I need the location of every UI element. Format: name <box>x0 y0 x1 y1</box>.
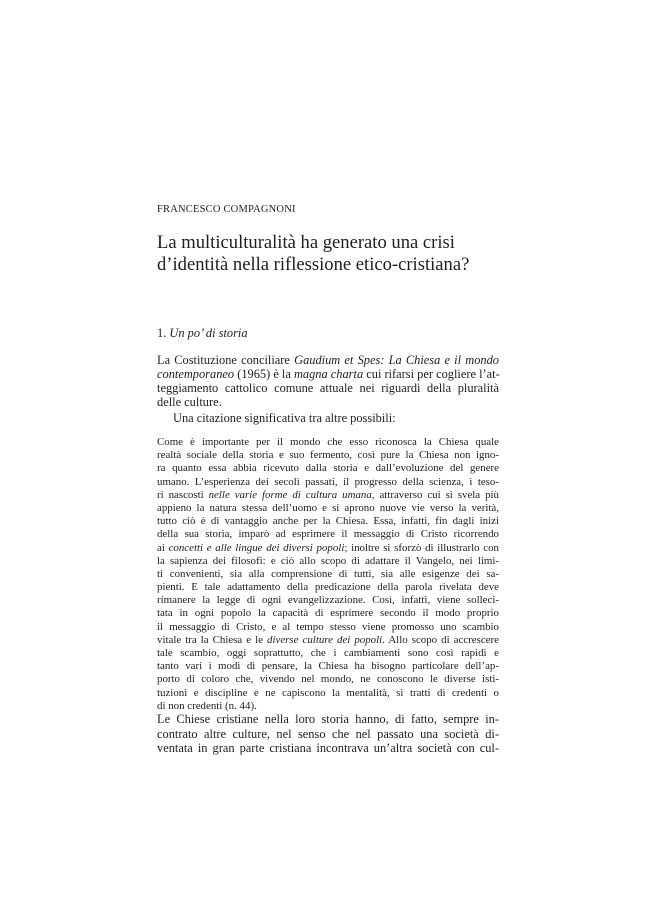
italic-run: magna charta <box>293 366 364 381</box>
quote-line: rimanere la legge di ogni evangelizzazione. Così, infatti, viene solleci- <box>157 594 499 607</box>
text-line: teggiamento cattolico comune attuale nei riguardi della pluralità <box>157 380 499 395</box>
quote-line: realtà sociale della storia e suo fermento, così pure la Chiesa non igno- <box>157 449 499 462</box>
quote-lead: Una citazione significativa tra altre possibili: <box>173 411 396 425</box>
text-run: (1965) è la <box>234 366 294 381</box>
author-name: FRANCESCO COMPAGNONI <box>157 204 296 215</box>
quote-line: ti convenienti, sia alla comprensione di tutti, sia alle esigenze dei sa- <box>157 567 499 580</box>
text-run: vitale tra la Chiesa e le <box>157 633 268 646</box>
italic-run: diverse culture dei popoli <box>267 633 383 646</box>
text-run: . Allo scopo di accrescere <box>382 633 499 646</box>
text-line: delle culture. <box>157 394 222 409</box>
quote-line: ra quanto essa abbia ricevuto dalla storia e dall’evoluzione del genere <box>157 462 499 475</box>
italic-run: Gaudium et Spes: La Chiesa e il mondo <box>294 353 499 367</box>
quote-line: appieno la natura stessa dell’uomo e si aprono nuove vie verso la verità, <box>157 501 499 514</box>
quote-line: tanto vari i modi di pensare, la Chiesa ha bisogno particolare dell’ap- <box>157 660 499 673</box>
text-line <box>157 368 499 382</box>
text-line: Le Chiese cristiane nella loro storia hanno, di fatto, sempre in- <box>157 712 499 726</box>
quote-line <box>157 634 499 647</box>
quote-line: tata in ogni popolo la capacità di esprimere secondo il modo proprio <box>157 607 499 620</box>
quote-line: pienti. E tale adattamento della predicazione della parola rivelata deve <box>157 581 499 594</box>
quote-line: umano. L’esperienza dei secoli passati, il progresso della scienza, i teso- <box>157 475 499 488</box>
quote-line: Come è importante per il mondo che esso riconosca la Chiesa quale <box>157 436 499 448</box>
quote-line: della sua storia, imparò ad esprimere il messaggio di Cristo ricorrendo <box>157 528 499 541</box>
quote-line <box>157 542 499 555</box>
text-run: La Costituzione conciliare <box>157 353 295 367</box>
closing-paragraph <box>157 712 499 756</box>
text-run: ri nascosti <box>157 488 209 501</box>
section-title: Un po’ di storia <box>169 326 248 340</box>
text-run: cui rifarsi per cogliere l’at- <box>363 366 500 381</box>
section-number: 1. <box>157 326 167 340</box>
quote-line: porto di coloro che, vivendo nel mondo, ne conoscono le diverse isti- <box>157 673 499 686</box>
text-line <box>157 354 499 368</box>
quote-line: la sapienza dei filosofi: e ciò allo scopo di adattare il Vangelo, nei limi- <box>157 554 499 567</box>
title-line: d’identità nella riflessione etico-cristiana? <box>157 254 470 275</box>
block-quote <box>157 436 499 713</box>
title-line: La multiculturalità ha generato una crisi <box>157 232 455 253</box>
text-run: attraverso cui si svela più <box>374 488 499 501</box>
italic-run: concetti e alle lingue dei diversi popoli <box>168 541 345 554</box>
text-run: ; inoltre si sforzò di illustrarlo con <box>344 541 499 554</box>
quote-line: di non credenti (n. 44). <box>157 699 257 712</box>
quote-line: il messaggio di Cristo, e al tempo stesso viene promosso uno scambio <box>157 620 499 633</box>
text-line: contrato altre culture, nel senso che nel passato una società di- <box>157 726 499 741</box>
italic-run: nelle varie forme di cultura umana, <box>208 488 375 501</box>
text-line: ventata in gran parte cristiana incontrava un’altra società con cul- <box>157 741 499 756</box>
intro-paragraph <box>157 354 499 410</box>
quote-line: tale scambio, oggi soprattutto, che i cambiamenti sono così rapidi e <box>157 647 499 659</box>
quote-line: tuzioni e discipline e ne capiscono la mentalità, si tratti di credenti o <box>157 686 499 699</box>
article-title <box>157 232 499 276</box>
text-run: ai <box>157 541 169 554</box>
italic-run: contemporaneo <box>157 366 235 381</box>
quote-line <box>157 489 499 502</box>
section-heading <box>157 326 248 341</box>
quote-line: tutto ciò è di vantaggio anche per la Chiesa. Essa, infatti, fin dagli inizi <box>157 515 499 528</box>
